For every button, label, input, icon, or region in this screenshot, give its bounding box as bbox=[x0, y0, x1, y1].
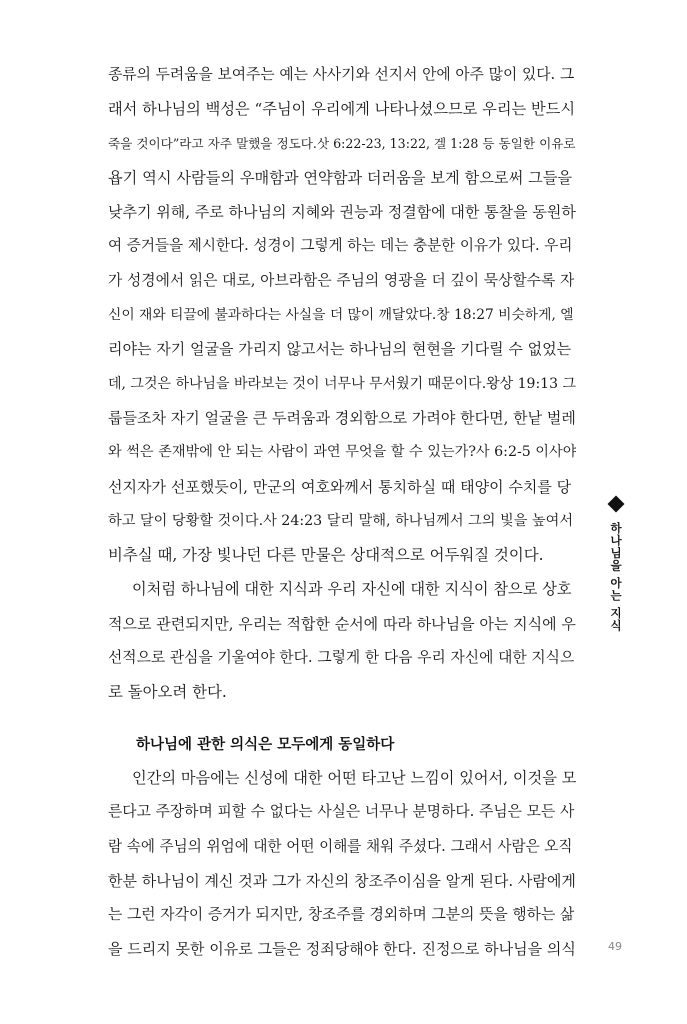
running-title: 하나님을 아는 지식 bbox=[609, 522, 623, 633]
text-line: 욥기 역시 사람들의 우매함과 연약함과 더러움을 보게 함으로써 그들을 bbox=[108, 168, 573, 187]
page-number: 49 bbox=[608, 940, 622, 953]
section-heading: 하나님에 관한 의식은 모두에게 동일하다 bbox=[136, 737, 395, 753]
text-line: 데, 그것은 하나님을 바라보는 것이 너무나 무서웠기 때문이다.왕상 19:13 그 bbox=[108, 375, 576, 392]
diamond-icon bbox=[608, 496, 625, 513]
text-line: 선적으로 관심을 기울여야 한다. 그렇게 한 다음 우리 자신에 대한 지식으 bbox=[108, 649, 575, 667]
text-line: 적으로 관련되지만, 우리는 적합한 순서에 따라 하나님을 아는 지식에 우 bbox=[108, 614, 576, 633]
body-text bbox=[108, 58, 576, 710]
running-sidebar bbox=[604, 498, 628, 632]
text-line: 래서 하나님의 백성은 “주님이 우리에게 나타나셨으므로 우리는 반드시 bbox=[108, 100, 576, 119]
text-line: 인간의 마음에는 신성에 대한 어떤 타고난 느낌이 있어서, 이것을 모 bbox=[132, 769, 576, 787]
text-line: 신이 재와 티끌에 불과하다는 사실을 더 많이 깨달았다.창 18:27 비슷하게, 엘 bbox=[108, 307, 574, 324]
text-line: 하고 달이 당황할 것이다.사 24:23 달리 말해, 하나님께서 그의 빛을 높여서 bbox=[108, 512, 574, 529]
text-line: 이처럼 하나님에 대한 지식과 우리 자신에 대한 지식이 참으로 상호 bbox=[132, 580, 572, 599]
text-line: 람 속에 주님의 위엄에 대한 어떤 이해를 채워 주셨다. 그래서 사람은 오직 bbox=[108, 837, 573, 855]
text-line: 리야는 자기 얼굴을 가리지 않고서는 하나님의 현현을 기다릴 수 없었는 bbox=[108, 340, 572, 359]
text-line: 을 드리지 못한 이유로 그들은 정죄당해야 한다. 진정으로 하나님을 의식 bbox=[108, 940, 576, 959]
text-line: 한분 하나님이 계신 것과 그가 자신의 창조주이심을 알게 된다. 사람에게 bbox=[108, 871, 576, 890]
text-line: 른다고 주장하며 피할 수 없다는 사실은 너무나 분명하다. 주님은 모든 사 bbox=[108, 803, 575, 821]
text-line: 룹들조차 자기 얼굴을 큰 두려움과 경외함으로 가려야 한다면, 한낱 벌레 bbox=[108, 408, 576, 427]
text-line: 선지자가 선포했듯이, 만군의 여호와께서 통치하실 때 태양이 수치를 당 bbox=[108, 477, 572, 496]
text-line: 여 증거들을 제시한다. 성경이 그렇게 하는 데는 충분한 이유가 있다. 우리 bbox=[108, 237, 573, 255]
text-line: 는 그런 자각이 증거가 되지만, 창조주를 경외하며 그분의 뜻을 행하는 삶 bbox=[108, 906, 575, 924]
text-line: 종류의 두려움을 보여주는 예는 사사기와 선지서 안에 아주 많이 있다. 그 bbox=[108, 66, 575, 83]
text-line: 비추실 때, 가장 빛나던 다른 만물은 상대적으로 어두워질 것이다. bbox=[108, 546, 544, 565]
paragraph-3 bbox=[108, 761, 576, 967]
text-line: 가 성경에서 읽은 대로, 아브라함은 주님의 영광을 더 깊이 묵상할수록 자 bbox=[108, 271, 575, 289]
text-line: 죽을 것이다”라고 자주 말했을 정도다.삿 6:22-23, 13:22, 겔 1:28 등 동일한 이유로 bbox=[108, 135, 576, 151]
text-line: 낮추기 위해, 주로 하나님의 지혜와 권능과 정결함에 대한 통찰을 동원하 bbox=[108, 203, 576, 222]
paragraph-2 bbox=[108, 572, 576, 709]
text-line: 로 돌아오려 한다. bbox=[108, 683, 227, 702]
paragraph-1 bbox=[108, 58, 576, 572]
text-line: 와 썩은 존재밖에 안 되는 사람이 과연 무엇을 할 수 있는가?사 6:2-5 이사야 bbox=[108, 444, 576, 461]
